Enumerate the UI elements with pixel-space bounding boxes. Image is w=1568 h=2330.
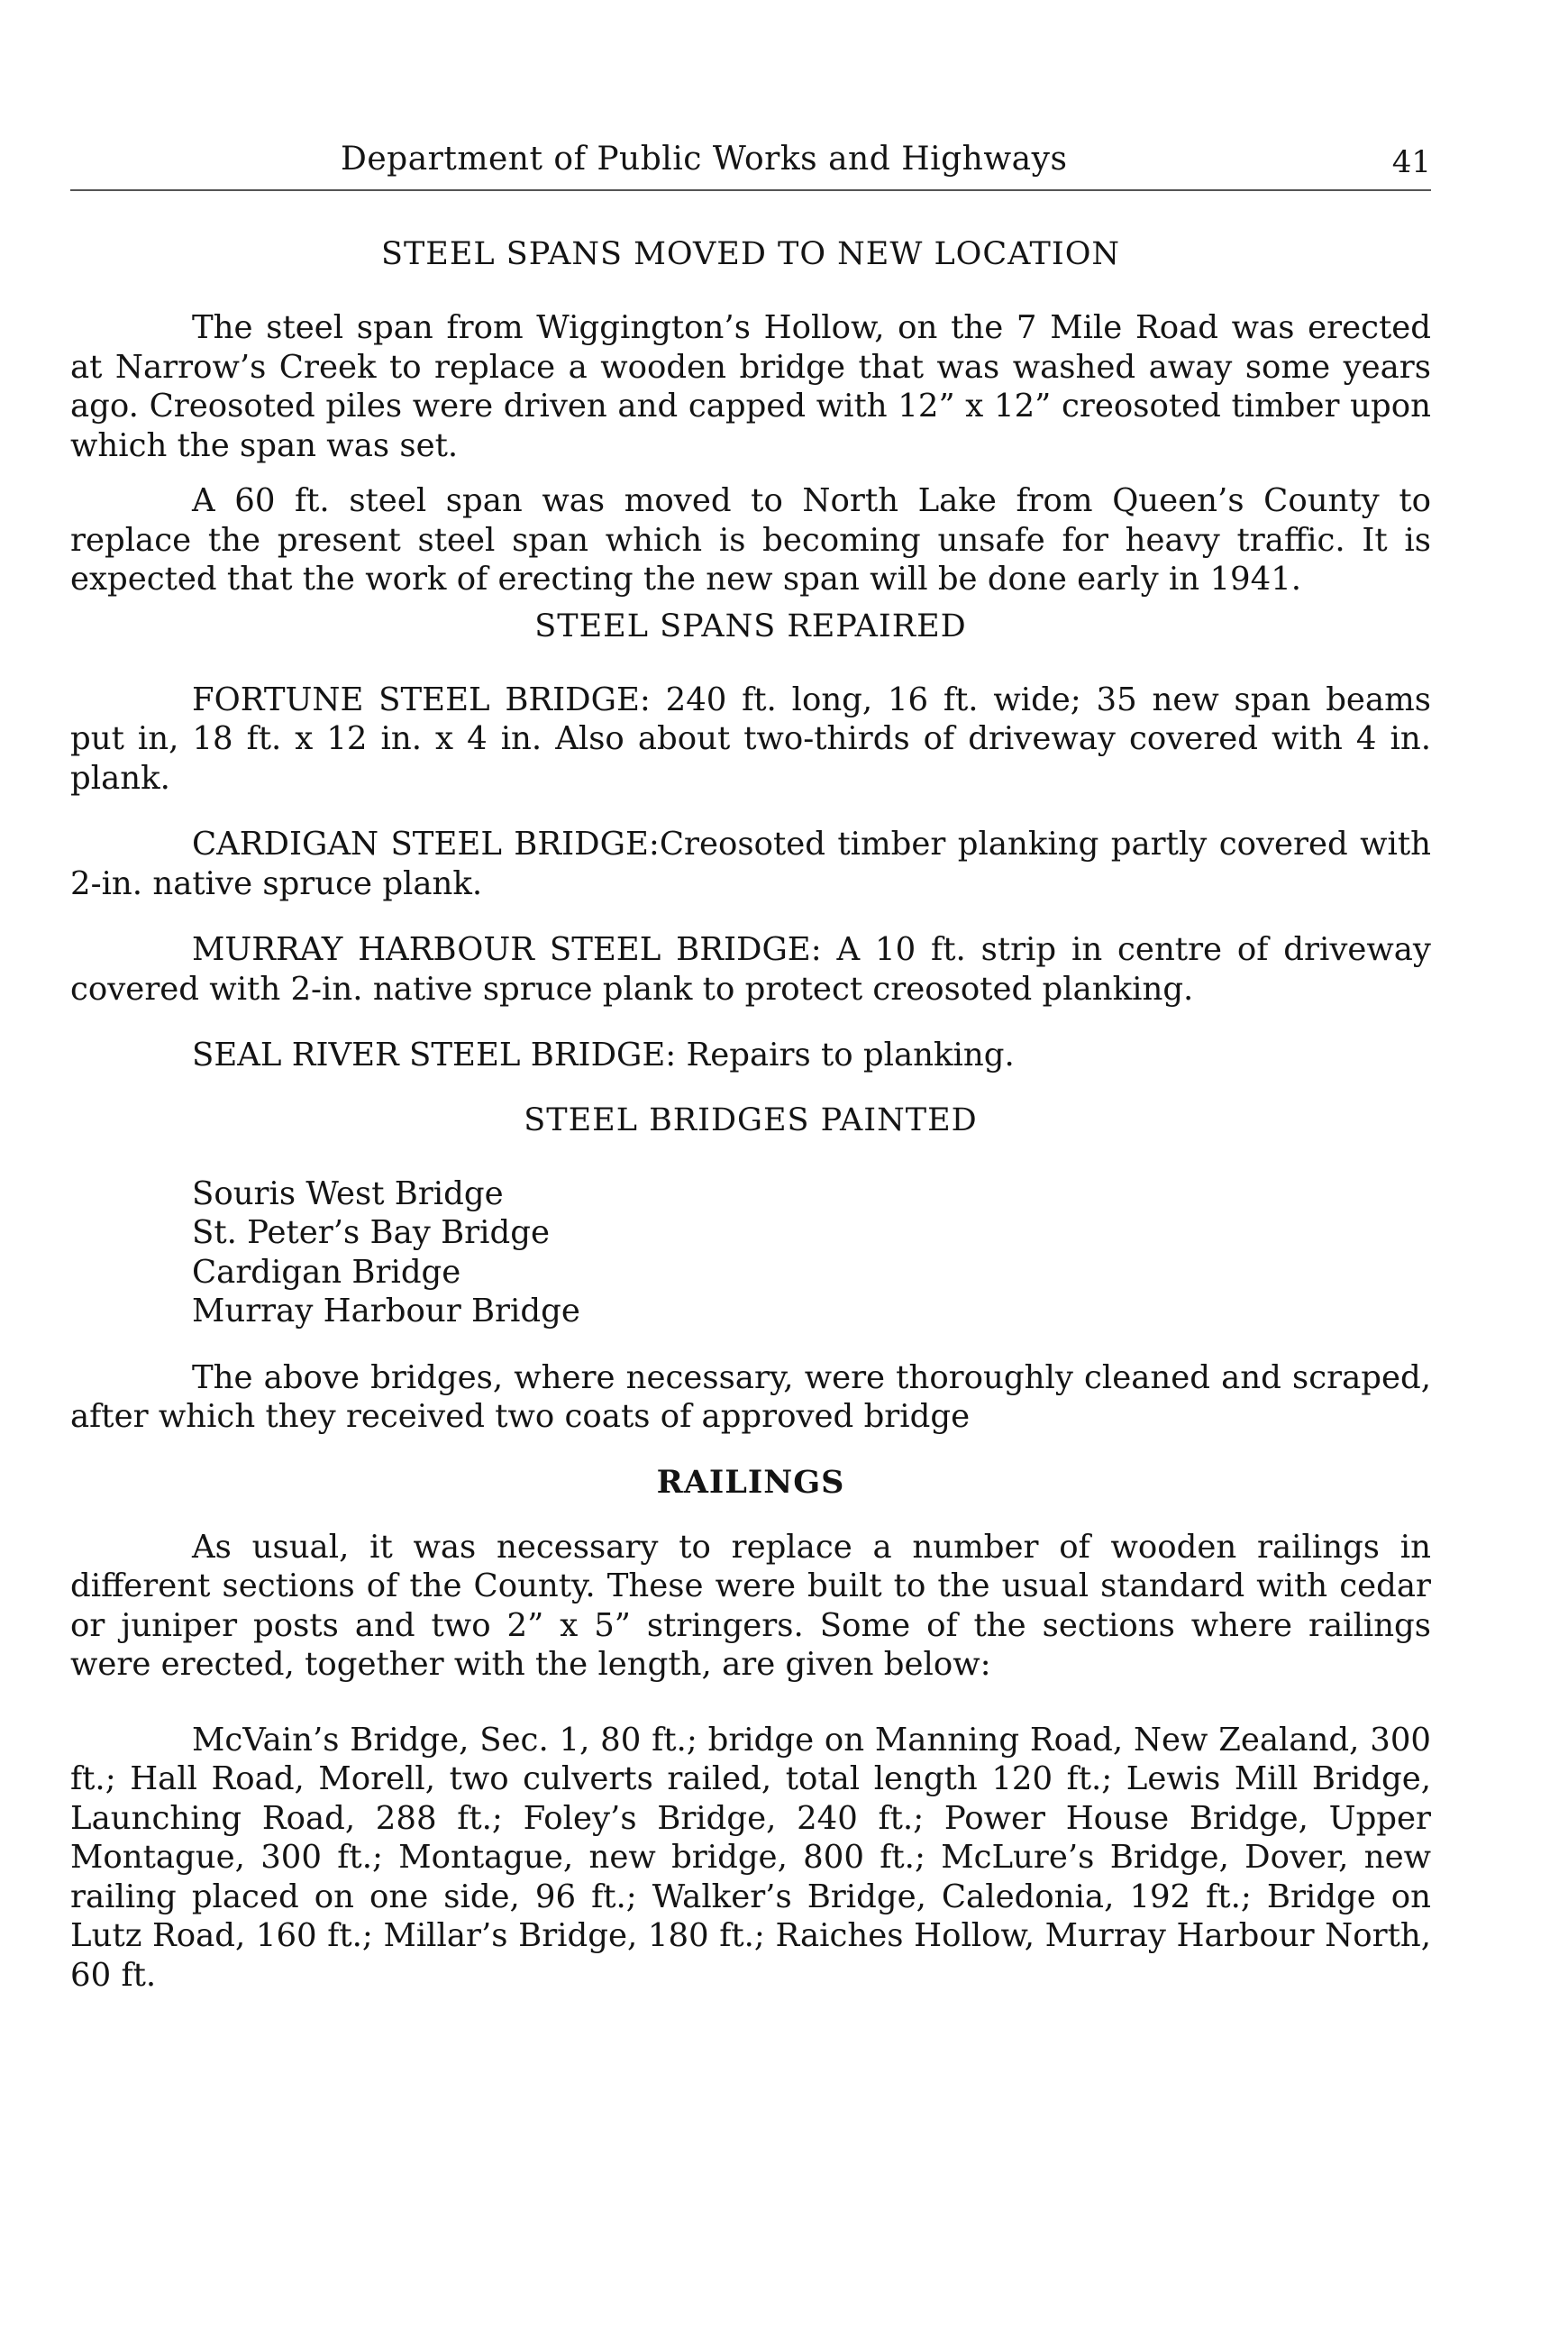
- painted-bridges-list: [70, 1174, 1431, 1331]
- list-item: Murray Harbour Bridge: [192, 1293, 580, 1329]
- running-title: Department of Public Works and Highways: [341, 141, 1068, 178]
- paragraph-seal-river-bridge: SEAL RIVER STEEL BRIDGE: Repairs to planking.: [192, 1037, 1015, 1074]
- paragraph-wiggington-span: The steel span from Wiggington’s Hollow, on the 7 Mile Road was erected at Narrow’s Creek to replace a wooden bridge that was washed away some years ago. Creosoted piles were driven and capped with 12” x 12” creosoted timber upon which the span was set.: [70, 309, 1431, 464]
- paragraph-fortune-bridge: FORTUNE STEEL BRIDGE: 240 ft. long, 16 ft. wide; 35 new span beams put in, 18 ft. x 12 in. x 4 in. Also about two-thirds of driveway covered with 4 in. plank.: [70, 681, 1431, 797]
- document-page: [70, 135, 1431, 1995]
- paragraph-bridges-cleaned: The above bridges, where necessary, were thoroughly cleaned and scraped, after which they received two coats of approved bridge: [70, 1358, 1431, 1435]
- heading-steel-spans-moved: STEEL SPANS MOVED TO NEW LOCATION: [380, 236, 1121, 272]
- list-item: Souris West Bridge: [192, 1174, 504, 1212]
- paragraph-railings-list: McVain’s Bridge, Sec. 1, 80 ft.; bridge on Manning Road, New Zealand, 300 ft.; Hall Road, Morell, two culverts railed, total length 120 ft.; Lewis Mill Bridge, Launching Road, 288 ft.; Foley’s Bridge, 240 ft.; Power House Bridge, Upper Montague, 300 ft.; Montague, new bridge, 800 ft.; McLure’s Bridge, Dover, new railing placed on one side, 96 ft.; Walker’s Bridge, Caledonia, 192 ft.; Bridge on Lutz Road, 160 ft.; Millar’s Bridge, 180 ft.; Raiches Hollow, Murray Harbour North, 60 ft.: [70, 1721, 1431, 1994]
- heading-steel-spans-repaired: STEEL SPANS REPAIRED: [534, 608, 967, 644]
- paragraph-cardigan-bridge: CARDIGAN STEEL BRIDGE:Creosoted timber planking partly covered with 2-in. native spruce plank.: [70, 826, 1431, 902]
- paragraph-murray-harbour-bridge: MURRAY HARBOUR STEEL BRIDGE: A 10 ft. strip in centre of driveway covered with 2-in. native spruce plank to protect creosoted planking.: [70, 931, 1431, 1008]
- running-header: [70, 135, 1431, 191]
- heading-steel-bridges-painted: STEEL BRIDGES PAINTED: [524, 1101, 978, 1138]
- heading-railings: RAILINGS: [656, 1463, 845, 1501]
- paragraph-north-lake-span: A 60 ft. steel span was moved to North Lake from Queen’s County to replace the present steel span which is becoming unsafe for heavy traffic. It is expected that the work of erecting the new span will be done early in 1941.: [70, 482, 1431, 598]
- list-item: Cardigan Bridge: [192, 1253, 461, 1291]
- page-number: 41: [1391, 144, 1431, 180]
- paragraph-railings-intro: As usual, it was necessary to replace a number of wooden railings in different sections of the County. These were built to the usual standard with cedar or juniper posts and two 2” x 5” stringers. Some of the sections where railings were erected, together with the length, are given below:: [70, 1528, 1431, 1683]
- list-item: St. Peter’s Bay Bridge: [192, 1214, 550, 1251]
